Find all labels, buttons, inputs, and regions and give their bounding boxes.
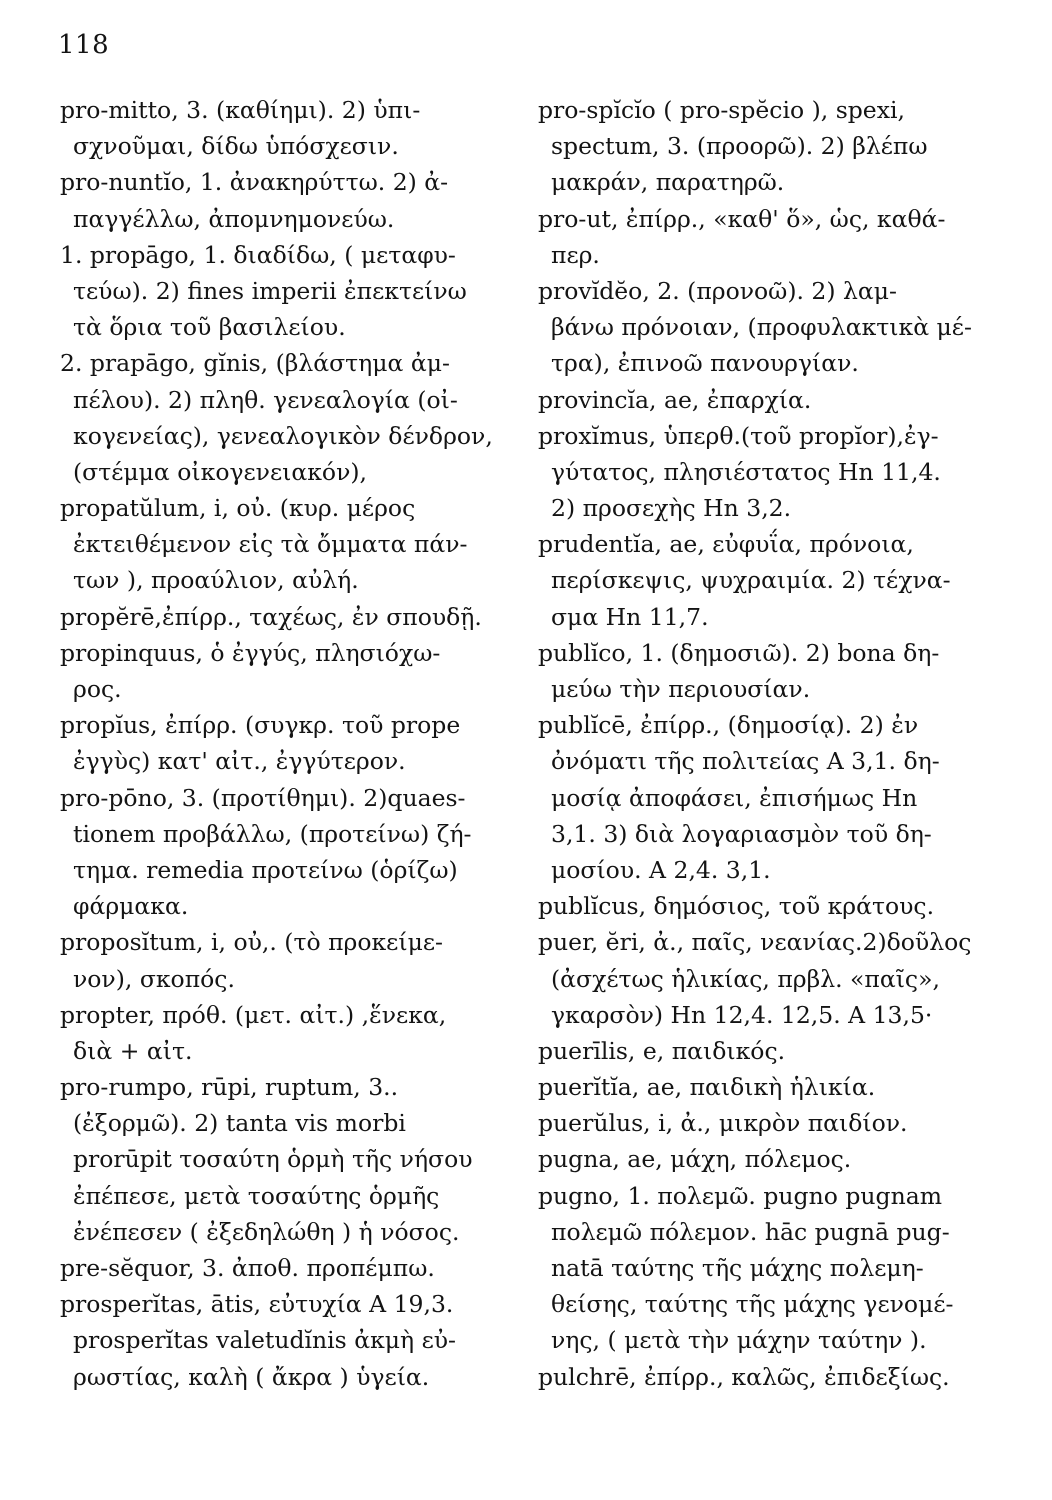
dictionary-line: των ), προαύλιον, αὐλή. <box>73 566 359 595</box>
dictionary-line: 3,1. 3) διὰ λογαριασμὸν τοῦ δη- <box>551 819 932 848</box>
dictionary-line: ρος. <box>73 675 122 703</box>
dictionary-line: διὰ + αἰτ. <box>73 1036 193 1065</box>
dictionary-line: μοσίου. A 2,4. 3,1. <box>551 855 771 884</box>
dictionary-line: ἐγγὺς) κατ' αἰτ., ἐγγύτερον. <box>73 747 406 776</box>
dictionary-line: prosperĭtas, ātis, εὐτυχία A 19,3. <box>60 1290 454 1319</box>
dictionary-line: pro-spĭcĭo ( pro-spĕcio ), spexi, <box>538 96 905 124</box>
dictionary-line: puerīlis, e, παιδικός. <box>538 1036 786 1065</box>
dictionary-line: 1. propāgo, 1. διαδίδω, ( μεταφυ- <box>60 240 456 269</box>
dictionary-line: τὰ ὅρια τοῦ βασιλείου. <box>73 313 346 342</box>
dictionary-line: μακράν, παρατηρῶ. <box>551 168 785 197</box>
dictionary-line: puerĭtĭa, ae, παιδικὴ ἡλικία. <box>538 1073 876 1102</box>
dictionary-line: περ. <box>551 240 600 269</box>
dictionary-line: tionem προβάλλω, (προτείνω) ζή- <box>73 819 472 848</box>
dictionary-line: propĕrē,ἐπίρρ., ταχέως, ἐν σπουδῇ. <box>60 602 482 631</box>
dictionary-line: pugna, ae, μάχη, πόλεμος. <box>538 1145 852 1174</box>
dictionary-line: ὀνόματι τῆς πολιτείας A 3,1. δη- <box>551 747 940 776</box>
dictionary-line: publĭcus, δημόσιος, τοῦ κράτους. <box>538 892 935 921</box>
dictionary-line: βάνω πρόνοιαν, (προφυλακτικὰ μέ- <box>551 313 972 342</box>
dictionary-line: πολεμῶ πόλεμον. hāc pugnā pug- <box>551 1217 950 1246</box>
dictionary-line: propĭus, ἐπίρρ. (συγκρ. τοῦ prope <box>60 711 461 740</box>
dictionary-line: pro-nuntĭo, 1. ἀνακηρύττω. 2) ἀ- <box>60 168 449 197</box>
dictionary-line: (ἐξορμῶ). 2) tanta vis morbi <box>73 1109 406 1138</box>
dictionary-line: puer, ĕri, ἀ., παῖς, νεανίας.2)δοῦλος <box>538 928 972 957</box>
dictionary-line: γύτατος, πλησιέστατος Hn 11,4. <box>551 457 941 486</box>
dictionary-line: spectum, 3. (προορῶ). 2) βλέπω <box>551 132 928 161</box>
dictionary-line: περίσκεψις, ψυχραιμία. 2) τέχνα- <box>551 566 951 595</box>
dictionary-line: proxĭmus, ὑπερθ.(τοῦ propĭor),ἐγ- <box>538 421 939 450</box>
dictionary-line: νον), σκοπός. <box>73 964 235 993</box>
dictionary-line: σμα Hn 11,7. <box>551 602 709 631</box>
dictionary-line: κογενείας), γενεαλογικὸν δένδρον, <box>73 421 493 450</box>
dictionary-line: provĭdĕo, 2. (προνοῶ). 2) λαμ- <box>538 276 897 305</box>
dictionary-line: pro-pōno, 3. (προτίθημι). 2)quaes- <box>60 783 466 812</box>
dictionary-line: παγγέλλω, ἀπομνημονεύω. <box>73 204 395 233</box>
dictionary-line: natā ταύτης τῆς μάχης πολεμη- <box>551 1254 924 1282</box>
dictionary-line: τεύω). 2) fines imperii ἐπεκτείνω <box>73 276 467 305</box>
dictionary-line: τημα. remedia προτείνω (ὁρίζω) <box>73 855 458 884</box>
dictionary-line: 2) προσεχὴς Hn 3,2. <box>551 494 792 523</box>
dictionary-line: μεύω τὴν περιουσίαν. <box>551 675 811 703</box>
dictionary-line: σχνοῦμαι, δίδω ὑπόσχεσιν. <box>73 132 399 161</box>
page-number: 118 <box>58 30 110 60</box>
dictionary-line: propatŭlum, i, οὐ. (κυρ. μέρος <box>60 494 416 523</box>
dictionary-line: proposĭtum, i, οὐ,. (τὸ προκείμε- <box>60 928 443 957</box>
dictionary-line: propter, πρόθ. (μετ. αἰτ.) ,ἕνεκα, <box>60 1000 447 1029</box>
dictionary-line: pugno, 1. πολεμῶ. pugno pugnam <box>538 1181 942 1210</box>
left-column <box>60 92 510 1395</box>
dictionary-line: (ἀσχέτως ἡλικίας, πρβλ. «παῖς», <box>551 964 940 993</box>
dictionary-line: provincĭa, ae, ἐπαρχία. <box>538 385 812 414</box>
dictionary-line: μοσίᾳ ἀποφάσει, ἐπισήμως Hn <box>551 783 918 812</box>
dictionary-line: pulchrē, ἐπίρρ., καλῶς, ἐπιδεξίως. <box>538 1362 950 1391</box>
dictionary-line: pro-rumpo, rūpi, ruptum, 3.. <box>60 1073 399 1102</box>
dictionary-line: prorūpit τοσαύτη ὁρμὴ τῆς νήσου <box>73 1145 473 1174</box>
dictionary-line: publĭco, 1. (δημοσιῶ). 2) bona δη- <box>538 638 940 667</box>
dictionary-line: propinquus, ὁ ἐγγύς, πλησιόχω- <box>60 638 441 667</box>
dictionary-line: 2. prapāgo, gĭnis, (βλάστημα ἀμ- <box>60 349 450 378</box>
dictionary-line: pro-mitto, 3. (καθίημι). 2) ὑπι- <box>60 96 421 124</box>
dictionary-line: τρα), ἐπινοῶ πανουργίαν. <box>551 349 859 378</box>
dictionary-line: γκαρσὸν) Hn 12,4. 12,5. A 13,5· <box>551 1000 933 1029</box>
right-column <box>538 92 1008 1395</box>
dictionary-line: νης, ( μετὰ τὴν μάχην ταύτην ). <box>551 1326 927 1355</box>
dictionary-line: θείσης, ταύτης τῆς μάχης γενομέ- <box>551 1290 954 1319</box>
dictionary-line: pre-sĕquor, 3. ἀποθ. προπέμπω. <box>60 1254 435 1282</box>
dictionary-line: ἐκτειθέμενον εἰς τὰ ὄμματα πάν- <box>73 530 468 559</box>
dictionary-line: puerŭlus, i, ἀ., μικρὸν παιδίον. <box>538 1109 908 1138</box>
dictionary-line: prudentĭa, ae, εὐφυΐα, πρόνοια, <box>538 530 914 559</box>
dictionary-line: πέλου). 2) πληθ. γενεαλογία (οἰ- <box>73 385 458 414</box>
dictionary-line: (στέμμα οἰκογενειακόν), <box>73 457 367 486</box>
dictionary-line: ρωστίας, καλὴ ( ἄκρα ) ὑγεία. <box>73 1362 430 1391</box>
dictionary-line: publĭcē, ἐπίρρ., (δημοσίᾳ). 2) ἐν <box>538 711 919 740</box>
dictionary-line: ἐνέπεσεν ( ἐξεδηλώθη ) ἡ νόσος. <box>73 1217 460 1246</box>
dictionary-line: φάρμακα. <box>73 892 189 921</box>
dictionary-line: pro-ut, ἐπίρρ., «καθ' ὅ», ὡς, καθά- <box>538 204 946 233</box>
dictionary-line: prosperĭtas valetudĭnis ἀκμὴ εὐ- <box>73 1326 456 1355</box>
dictionary-line: ἐπέπεσε, μετὰ τοσαύτης ὁρμῆς <box>73 1181 440 1210</box>
